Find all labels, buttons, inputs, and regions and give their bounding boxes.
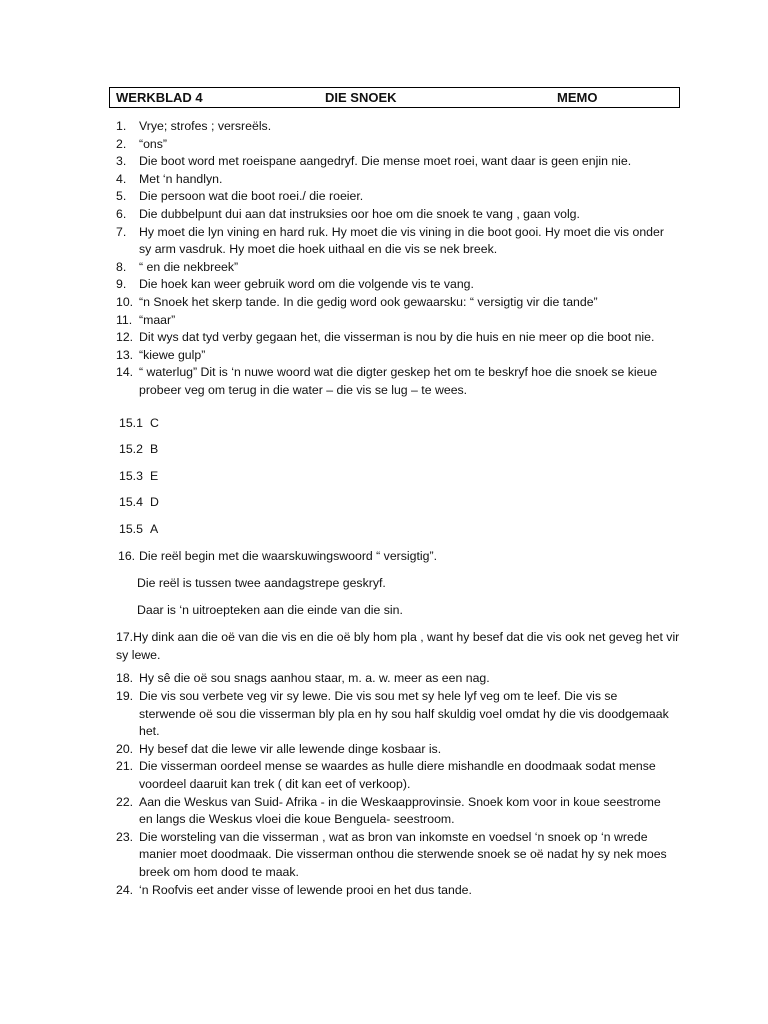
answer-text: Die reël begin met die waarskuwingswoord “ versigtig”. bbox=[139, 549, 437, 564]
answer-text: Die vis sou verbete veg vir sy lewe. Die vis sou met sy hele lyf veg om te leef. Die vis se sterwende oë sou die visserman bly pla en hy sou half skuldig voel omdat hy die vis doodgemaak het. bbox=[139, 689, 669, 739]
answer-item-10 bbox=[0, 294, 768, 312]
sub-answer-15-3 bbox=[0, 468, 768, 486]
answer-number: 5. bbox=[116, 189, 127, 204]
answer-text: “n Snoek het skerp tande. In die gedig word ook gewaarsku: “ versigtig vir die tande” bbox=[139, 294, 598, 309]
answer-item-12 bbox=[0, 329, 768, 347]
sub-answer-letter: E bbox=[150, 468, 159, 483]
answer-number: 14. bbox=[116, 365, 134, 380]
answer-item-19 bbox=[0, 688, 768, 741]
answer-list-18-24 bbox=[0, 670, 768, 899]
worksheet-header bbox=[109, 87, 680, 108]
answer-item-3 bbox=[0, 153, 768, 171]
answer-number: 3. bbox=[116, 154, 127, 169]
answer-text: Die hoek kan weer gebruik word om die volgende vis te vang. bbox=[139, 277, 474, 292]
answer-number: 9. bbox=[116, 277, 127, 292]
sub-answer-number: 15.5 bbox=[119, 521, 143, 536]
sub-answer-15-1 bbox=[0, 415, 768, 433]
answer-text: “maar” bbox=[139, 312, 176, 327]
sub-answer-letter: C bbox=[150, 415, 159, 430]
answer-item-23 bbox=[0, 829, 768, 882]
answer-item-18 bbox=[0, 670, 768, 688]
sub-answer-15-5 bbox=[0, 521, 768, 539]
header-worksheet-number: WERKBLAD 4 bbox=[116, 90, 203, 105]
answer-number: 23. bbox=[116, 829, 134, 844]
answer-item-22 bbox=[0, 794, 768, 829]
answer-item-8 bbox=[0, 259, 768, 277]
sub-answer-letter: B bbox=[150, 442, 159, 457]
answer-text: Hy besef dat die lewe vir alle lewende dinge kosbaar is. bbox=[139, 741, 442, 756]
answer-number: 1. bbox=[116, 119, 127, 133]
answer-number: 7. bbox=[116, 224, 127, 239]
sub-answer-letter: A bbox=[150, 521, 159, 536]
answer-text: “ons” bbox=[139, 136, 168, 151]
answer-item-4 bbox=[0, 171, 768, 189]
answer-16-line-3: Daar is ‘n uitroepteken aan die einde van die sin. bbox=[137, 602, 403, 617]
answer-item-2 bbox=[0, 136, 768, 154]
answer-text: Hy sê die oë sou snags aanhou staar, m. a. w. meer as een nag. bbox=[139, 671, 490, 686]
answer-number: 22. bbox=[116, 794, 134, 809]
answer-number: 11. bbox=[116, 312, 133, 327]
sub-answer-number: 15.2 bbox=[119, 442, 143, 457]
answer-item-14 bbox=[0, 364, 768, 399]
answer-text: Die dubbelpunt dui aan dat instruksies oor hoe om die snoek te vang , gaan volg. bbox=[139, 206, 580, 221]
answer-text: “ waterlug” Dit is ‘n nuwe woord wat die digter geskep het om te beskryf hoe die snoek se kieue probeer veg om terug in die water – die vis se lug – te wees. bbox=[139, 365, 658, 397]
answer-number: 2. bbox=[116, 136, 127, 151]
answer-text: Hy moet die lyn vining en hard ruk. Hy moet die vis vining in die boot gooi. Hy moet die vis onder sy arm vasdruk. Hy moet die hoek uithaal en die vis se nek breek. bbox=[139, 224, 664, 257]
sub-answer-15-2 bbox=[0, 441, 768, 459]
sub-answer-number: 15.4 bbox=[119, 495, 143, 510]
answer-number: 10. bbox=[116, 294, 134, 309]
answer-number: 16. bbox=[118, 549, 136, 564]
answer-item-24 bbox=[0, 882, 768, 900]
answer-item-17: 17.Hy dink aan die oë van die vis en die oë bly hom pla , want hy besef dat die vis ook net geveg het vir sy lewe. bbox=[116, 630, 680, 662]
answer-item-16 bbox=[0, 548, 768, 566]
answer-number: 24. bbox=[116, 882, 134, 897]
answer-text: “ en die nekbreek” bbox=[139, 259, 239, 274]
answer-item-21 bbox=[0, 758, 768, 793]
sub-answer-number: 15.3 bbox=[119, 468, 143, 483]
memo-content bbox=[0, 118, 768, 899]
answer-number: 19. bbox=[116, 689, 134, 704]
sub-answer-letter: D bbox=[150, 495, 159, 510]
answer-number: 4. bbox=[116, 171, 127, 186]
sub-answer-15-4 bbox=[0, 494, 768, 512]
header-title: DIE SNOEK bbox=[325, 90, 397, 105]
answer-list-1-14 bbox=[0, 118, 768, 400]
answer-number: 13. bbox=[116, 347, 134, 362]
answer-item-20 bbox=[0, 741, 768, 759]
answer-text: Met ‘n handlyn. bbox=[139, 171, 223, 186]
answer-item-13 bbox=[0, 347, 768, 365]
answer-item-6 bbox=[0, 206, 768, 224]
answer-item-11 bbox=[0, 312, 768, 330]
answer-text: Die boot word met roeispane aangedryf. Die mense moet roei, want daar is geen enjin nie. bbox=[139, 154, 632, 169]
answer-text: Dit wys dat tyd verby gegaan het, die visserman is nou by die huis en nie meer op die boot nie. bbox=[139, 330, 655, 345]
answer-text: “kiewe gulp” bbox=[139, 347, 206, 362]
answer-number: 8. bbox=[116, 259, 127, 274]
answer-text: Die worsteling van die visserman , wat as bron van inkomste en voedsel ‘n snoek op ‘n wrede manier moet doodmaak. Die visserman onthou die sterwende snoek se oë nadat hy sy nek moes breek om hom dood te maak. bbox=[139, 829, 667, 879]
question-15-answers bbox=[0, 415, 768, 539]
answer-text: Aan die Weskus van Suid- Afrika - in die Weskaapprovinsie. Snoek kom voor in koue seestrome en langs die Weskus vloei die koue Benguela- seestroom. bbox=[139, 794, 661, 827]
header-memo-label: MEMO bbox=[557, 90, 598, 105]
answer-text: Die persoon wat die boot roei./ die roeier. bbox=[139, 189, 364, 204]
answer-number: 12. bbox=[116, 330, 134, 345]
answer-item-5 bbox=[0, 188, 768, 206]
answer-item-1 bbox=[0, 118, 768, 136]
sub-answer-number: 15.1 bbox=[119, 415, 143, 430]
answer-number: 6. bbox=[116, 206, 127, 221]
answer-text: ‘n Roofvis eet ander visse of lewende prooi en het dus tande. bbox=[139, 882, 472, 897]
answer-number: 21. bbox=[116, 759, 134, 774]
answer-number: 20. bbox=[116, 741, 134, 756]
answer-16-line-2: Die reël is tussen twee aandagstrepe geskryf. bbox=[137, 576, 386, 591]
answer-item-7 bbox=[0, 224, 768, 259]
answer-text: Vrye; strofes ; versreëls. bbox=[139, 119, 272, 133]
answer-item-9 bbox=[0, 276, 768, 294]
answer-text: Die visserman oordeel mense se waardes as hulle diere mishandle en doodmaak sodat mense voordeel daaruit kan trek ( dit kan eet of verkoop). bbox=[139, 759, 656, 791]
answer-number: 18. bbox=[116, 671, 134, 686]
